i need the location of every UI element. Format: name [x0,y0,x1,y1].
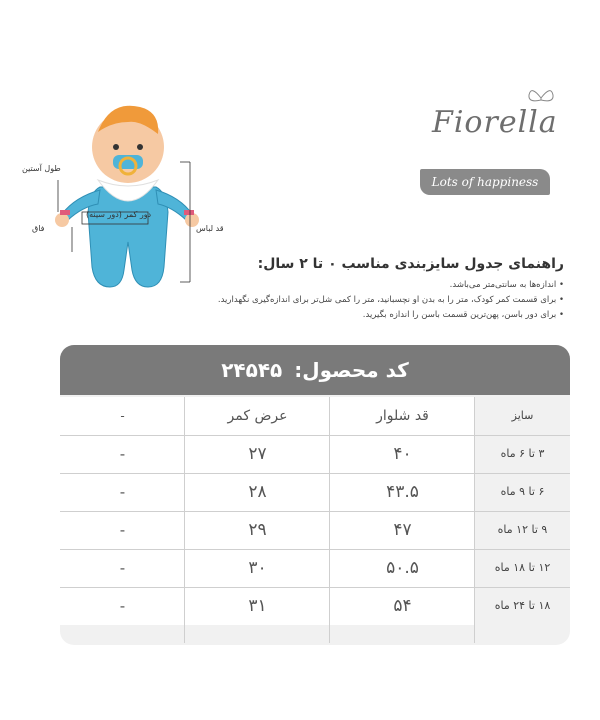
pants-cell: ۵۴ [330,587,475,625]
column-divider [329,397,330,643]
table-row [60,435,570,473]
guide-notes-list [124,278,564,323]
waist-cell: ۳۱ [185,587,330,625]
table-row [60,473,570,511]
waist-cell: ۲۷ [185,435,330,473]
crotch-label: فاق [32,224,45,233]
guide-title: راهنمای جدول سایزبندی مناسب ۰ تا ۲ سال: [257,256,564,272]
extra-cell: - [60,473,185,511]
row-divider [60,473,570,474]
table-row [60,587,570,625]
table-header-row [60,397,570,435]
size-table [60,345,570,645]
pants-cell: ۴۰ [330,435,475,473]
sleeve-length-label: طول آستین [22,164,61,173]
table-row [60,549,570,587]
guide-note: • اندازه‌ها به سانتی‌متر می‌باشد. [124,278,564,293]
row-divider [60,511,570,512]
extra-cell: - [60,511,185,549]
column-divider [474,397,475,643]
product-code-value: ۲۴۵۴۵ [221,358,283,382]
length-label: قد لباس [196,224,224,233]
size-cell: ۶ تا ۹ ماه [500,485,545,498]
extra-cell: - [60,435,185,473]
pants-cell: ۴۳.۵ [330,473,475,511]
brand-name: Fiorella [432,105,558,140]
size-guide-notes [124,256,564,323]
guide-note: • برای قسمت کمر کودک، متر را به بدن او نچسبانید، متر را کمی شل‌تر برای اندازه‌گیری نگهدارید. [124,293,564,308]
table-row [60,511,570,549]
size-cell: ۳ تا ۶ ماه [500,447,545,460]
row-divider [60,435,570,436]
brand-logo [420,85,570,215]
waist-cell: ۲۹ [185,511,330,549]
extra-cell: - [60,587,185,625]
product-code-header [60,345,570,395]
extra-cell: - [60,549,185,587]
guide-note: • برای دور باسن، پهن‌ترین قسمت باسن را اندازه بگیرید. [124,308,564,323]
header-extra: - [60,397,185,435]
size-cell: ۱۲ تا ۱۸ ماه [494,561,551,574]
size-cell: ۹ تا ۱۲ ماه [497,523,548,536]
waist-cell: ۳۰ [185,549,330,587]
header-size: سایز [511,409,534,422]
header-pants-length: قد شلوار [330,397,475,435]
size-cell: ۱۸ تا ۲۴ ماه [494,599,551,612]
row-divider [60,549,570,550]
product-code-label: کد محصول: [294,358,409,382]
pants-cell: ۴۷ [330,511,475,549]
row-divider [60,587,570,588]
column-divider [184,397,185,643]
waist-label: دور کمر (دور سینه) [86,210,152,219]
waist-cell: ۲۸ [185,473,330,511]
pants-cell: ۵۰.۵ [330,549,475,587]
header-waist-width: عرض کمر [185,397,330,435]
brand-tagline: Lots of happiness [420,169,550,195]
